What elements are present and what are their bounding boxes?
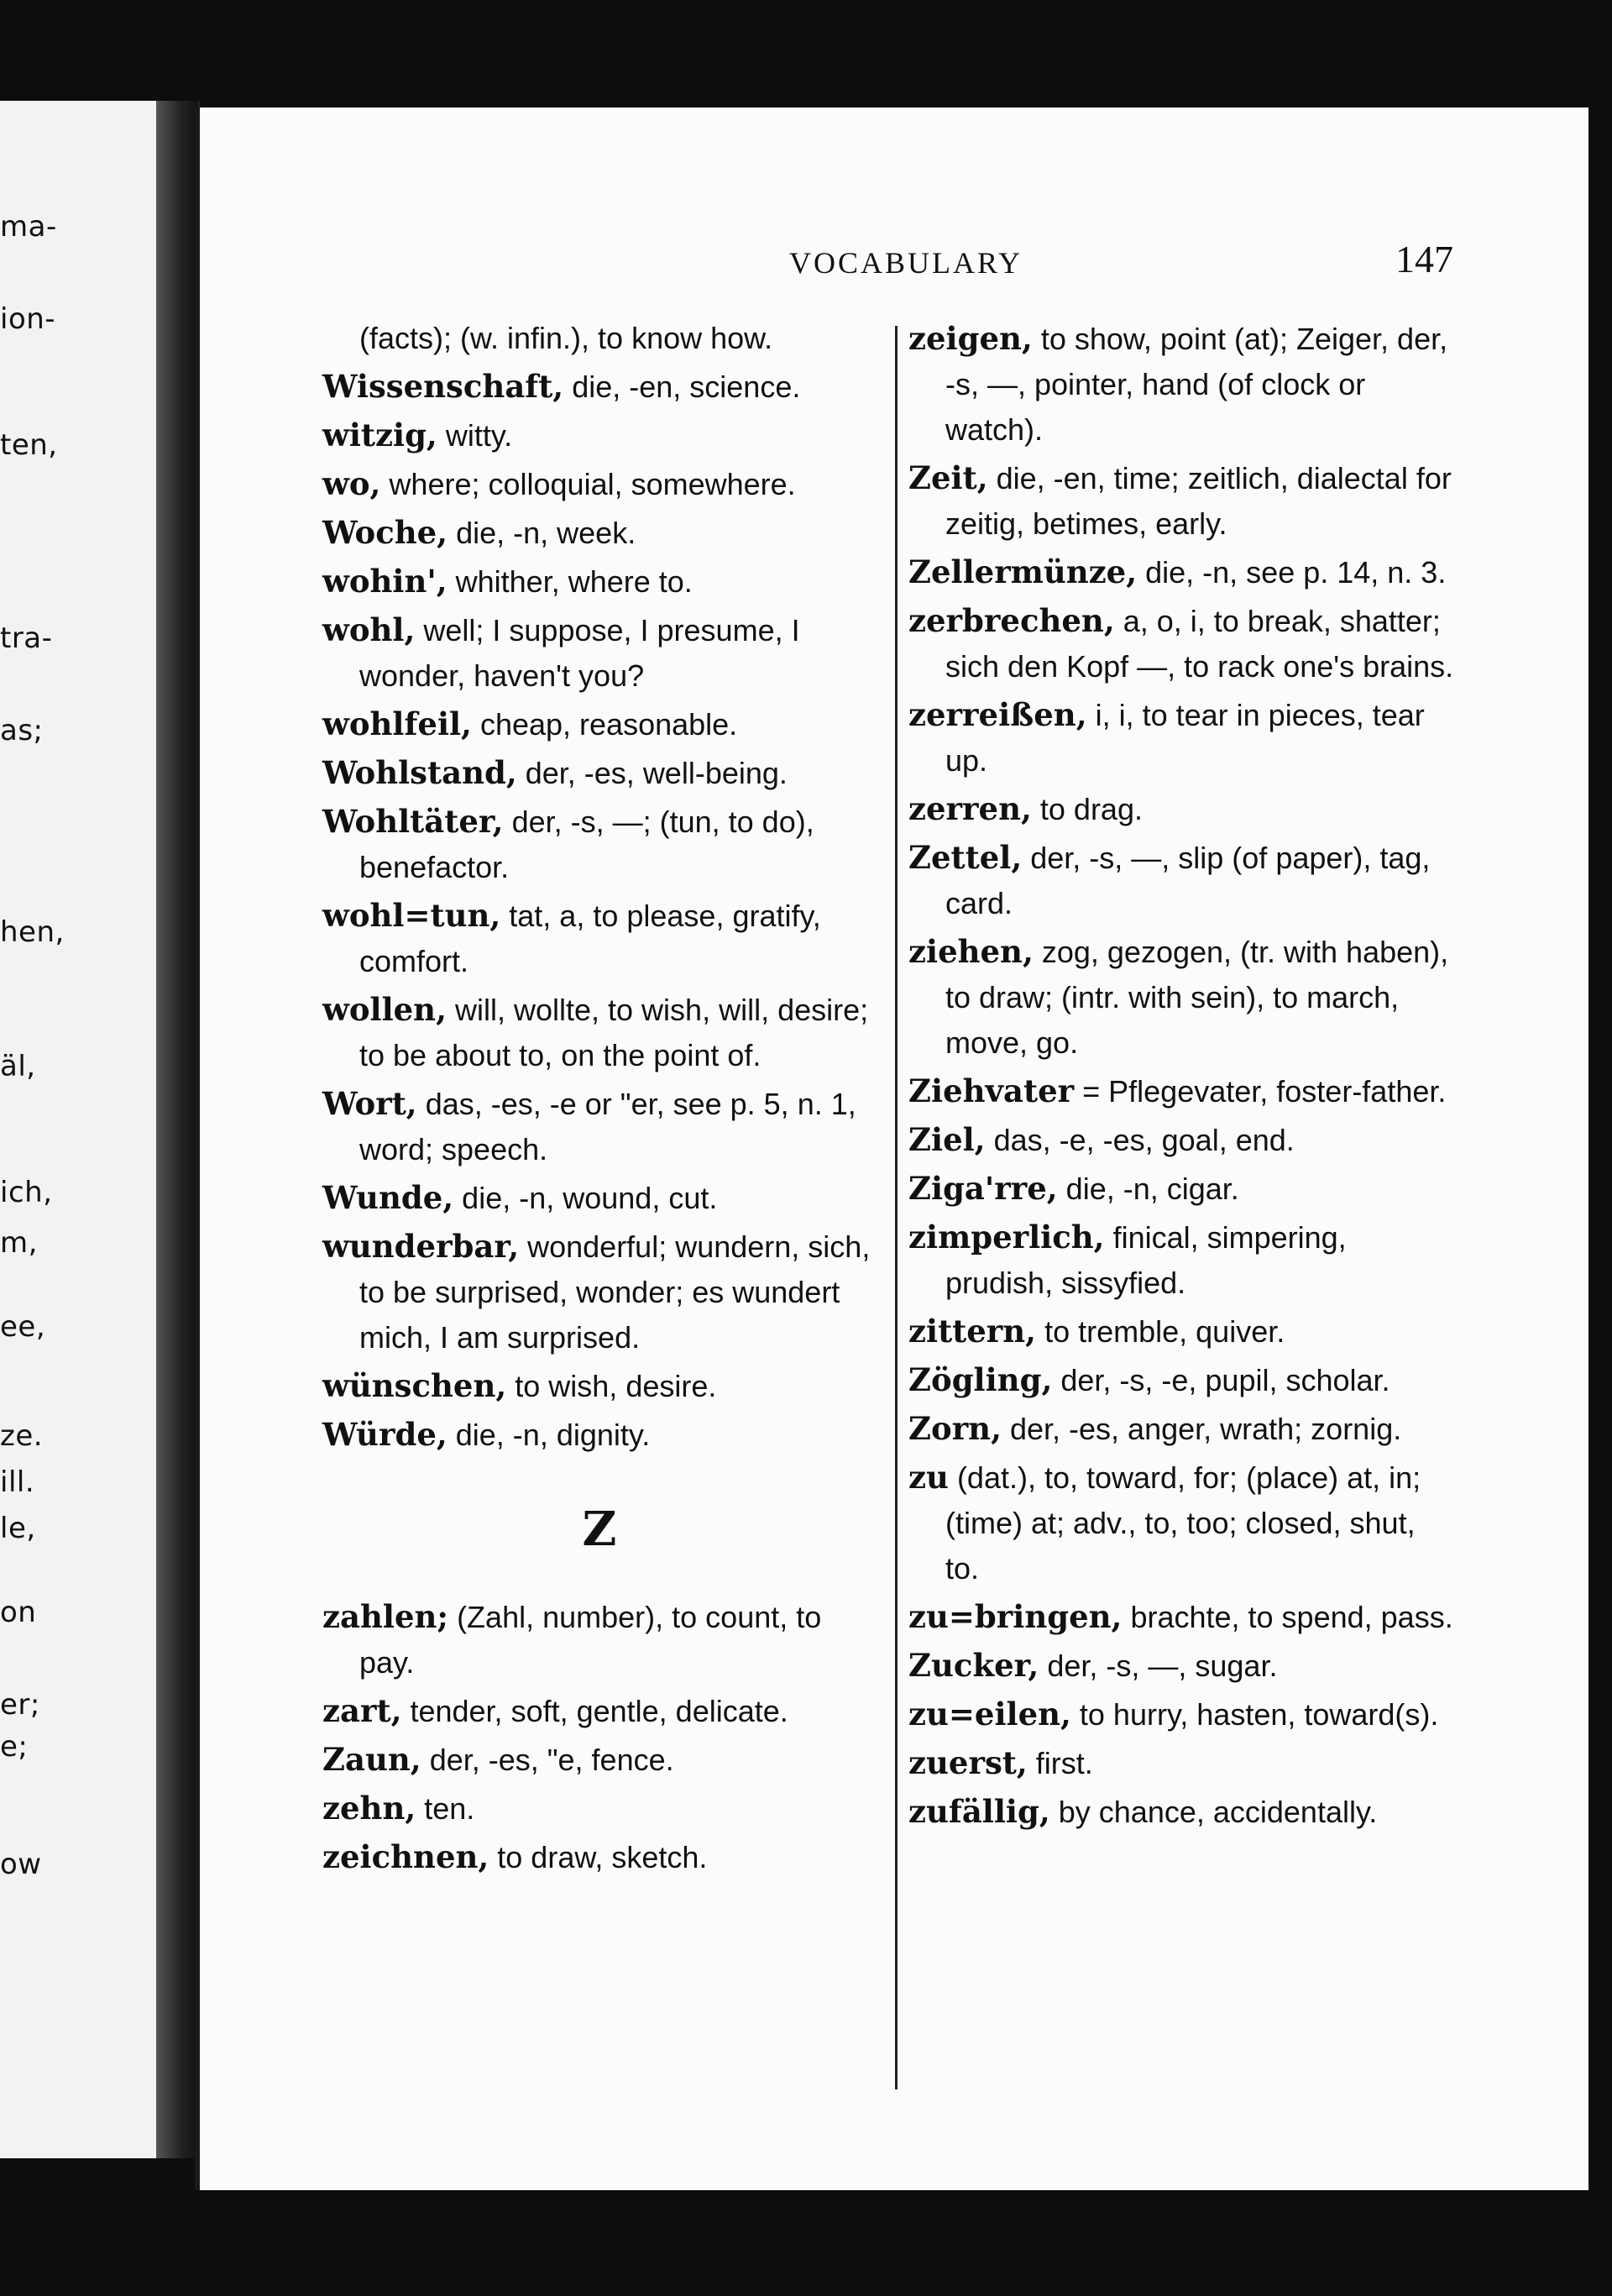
entry-headword: Ziel, [908,1121,986,1158]
dictionary-entry [322,1363,877,1409]
entry-headword: wohl, [322,611,416,648]
facing-page-fragment: er; [0,1688,40,1722]
dictionary-entry [322,1081,877,1172]
entry-headword: Wunde, [322,1179,454,1216]
entry-headword: zu=bringen, [908,1598,1123,1635]
entry-headword: Zellermünze, [908,553,1138,590]
dictionary-entry [322,510,877,556]
entry-definition: well; I suppose, I presume, I wonder, haven't you? [359,613,800,693]
entry-headword: wollen, [322,991,447,1028]
entry-headword: wohin', [322,563,447,600]
entry-headword: Ziehvater [908,1072,1075,1109]
entry-headword: zufällig, [908,1793,1050,1830]
facing-page-fragment: on [0,1596,37,1629]
dictionary-entry [908,455,1454,547]
entry-headword: wohlfeil, [322,705,472,742]
dictionary-entry [322,893,877,984]
entry-definition: will, wollte, to wish, will, desire; to be about to, on the point of. [359,993,869,1072]
entry-headword: Wort, [322,1085,417,1122]
facing-page-fragment: hen, [0,915,65,949]
dictionary-entry [908,929,1454,1066]
dictionary-entry [322,364,877,410]
facing-page-fragment: ee, [0,1310,46,1344]
entry-headword: zeichnen, [322,1838,489,1875]
book-binding [156,101,198,2158]
entry-definition: (dat.), to, toward, for; (place) at, in; (time) at; adv., to, too; closed, shut, to. [945,1460,1421,1586]
entry-definition: das, -es, -e or "er, see p. 5, n. 1, word; speech. [359,1087,856,1166]
entry-headword: Wissenschaft, [322,368,564,405]
entry-definition: where; colloquial, somewhere. [389,467,796,501]
dictionary-entry [908,835,1454,926]
entry-headword: Ziga'rre, [908,1170,1058,1207]
entry-headword: Zögling, [908,1361,1053,1398]
facing-page-fragment: ten, [0,428,58,462]
entry-definition: = Pflegevater, foster-father. [1082,1074,1447,1109]
dictionary-entry [322,701,877,747]
facing-page-fragment: ich, [0,1176,53,1209]
entry-headword: wunderbar, [322,1228,520,1265]
dictionary-entry [908,1789,1454,1835]
entry-definition: to draw, sketch. [497,1840,708,1874]
entry-headword: zuerst, [908,1744,1028,1781]
entry-definition: die, -n, wound, cut. [462,1181,718,1215]
entry-definition: to wish, desire. [515,1369,717,1403]
entry-definition: der, -es, anger, wrath; zornig. [1009,1412,1402,1446]
dictionary-entry [322,1175,877,1221]
entry-headword: witzig, [322,417,437,453]
entry-headword: zimperlich, [908,1219,1105,1255]
entry-headword: Zucker, [908,1647,1039,1684]
section-letter: Z [582,1502,617,1557]
entry-definition: tender, soft, gentle, delicate. [410,1694,788,1728]
facing-page-fragment: ill. [0,1465,35,1499]
dictionary-entry [322,316,877,361]
entry-headword: Woche, [322,514,448,551]
entry-definition: der, -es, "e, fence. [429,1743,674,1777]
facing-page-fragment: ion- [0,302,56,336]
entry-headword: Zettel, [908,839,1023,876]
entry-headword: wohl=tun, [322,897,501,934]
entry-headword: zart, [322,1692,402,1729]
facing-page-fragment: tra- [0,621,53,655]
dictionary-entry [322,987,877,1078]
entry-definition: die, -n, see p. 14, n. 3. [1145,555,1447,590]
entry-headword: ziehen, [908,933,1034,970]
entry-definition: die, -n, dignity. [455,1418,651,1452]
entry-definition: brachte, to spend, pass. [1130,1600,1453,1634]
entry-headword: zahlen; [322,1598,449,1635]
entry-definition: wonderful; wundern, sich, to be surprised, wonder; es wundert mich, I am surprised. [359,1229,871,1355]
entry-headword: Zaun, [322,1741,421,1778]
entry-definition: der, -es, well-being. [525,756,788,790]
entry-definition: whither, where to. [455,564,693,599]
dictionary-entry [322,461,877,507]
entry-definition: die, -en, time; zeitlich, dialectal for zeitig, betimes, early. [945,461,1452,541]
dictionary-entry [908,1166,1454,1212]
entry-definition: to show, point (at); Zeiger, der, -s, —, pointer, hand (of clock or watch). [945,322,1448,447]
running-head: VOCABULARY [789,246,1023,280]
dictionary-entry [322,412,877,459]
entry-headword: Zeit, [908,459,988,496]
facing-page-fragment: ow [0,1848,42,1881]
entry-headword: Würde, [322,1416,447,1453]
entry-headword: zu=eilen, [908,1696,1071,1732]
facing-page-fragment: e; [0,1730,29,1764]
entry-definition: finical, simpering, prudish, sissyfied. [945,1220,1347,1300]
entry-definition: cheap, reasonable. [479,707,738,742]
dictionary-entry [322,607,877,699]
dictionary-entry [908,1068,1454,1114]
entry-definition: zog, gezogen, (tr. with haben), to draw; (intr. with sein), to march, move, go. [945,935,1449,1060]
entry-definition: to drag. [1039,792,1143,826]
dictionary-entry [908,1455,1454,1591]
dictionary-entry [908,1740,1454,1786]
entry-headword: zittern, [908,1313,1037,1350]
left-column [322,316,877,1883]
entry-definition: a, o, i, to break, shatter; sich den Kopf —, to rack one's brains. [945,604,1454,684]
entry-headword: Wohltäter, [322,803,504,840]
entry-headword: zeigen, [908,320,1033,357]
dictionary-entry [908,692,1454,784]
entry-headword: wünschen, [322,1367,507,1404]
dictionary-entry [322,1785,877,1832]
dictionary-entry [908,598,1454,689]
dictionary-entry [322,750,877,796]
facing-page-fragment: ma- [0,210,57,244]
dictionary-entry [908,1308,1454,1355]
dictionary-entry [322,1834,877,1880]
entry-headword: zerren, [908,790,1032,827]
entry-headword: Wohlstand, [322,754,517,791]
dictionary-entry [908,1214,1454,1306]
entry-definition: witty. [445,418,513,453]
dictionary-entry [322,1412,877,1458]
entry-headword: Zorn, [908,1410,1002,1447]
entry-headword: zerbrechen, [908,602,1115,639]
dictionary-entry [908,1406,1454,1452]
entry-definition: by chance, accidentally. [1058,1795,1378,1829]
entry-definition: der, -s, -e, pupil, scholar. [1060,1363,1390,1397]
dictionary-entry [322,1737,877,1783]
entry-definition: ten. [424,1791,475,1826]
column-rule [895,326,898,2089]
dictionary-entry [908,1691,1454,1738]
entry-definition: die, -en, science. [572,370,801,404]
entry-headword: zu [908,1459,949,1496]
entry-definition: der, -s, —, sugar. [1047,1649,1278,1683]
facing-page-fragment: le, [0,1512,36,1545]
entry-headword: zehn, [322,1790,416,1827]
dictionary-entry [908,549,1454,595]
entry-definition: i, i, to tear in pieces, tear up. [945,698,1425,778]
dictionary-entry [908,1357,1454,1403]
facing-page-fragment: äl, [0,1050,36,1083]
dictionary-entry [908,786,1454,832]
entry-definition: to hurry, hasten, toward(s). [1079,1697,1439,1732]
entry-definition: die, -n, week. [456,516,636,550]
dictionary-entry [322,558,877,605]
entry-definition: (Zahl, number), to count, to pay. [359,1600,822,1680]
facing-page-fragment: m, [0,1226,38,1260]
dictionary-entry [322,1224,877,1360]
facing-page-fragment: ze. [0,1419,44,1453]
dictionary-entry [322,1688,877,1734]
dictionary-entry [908,1117,1454,1163]
entry-headword: wo, [322,465,381,502]
entry-definition: der, -s, —; (tun, to do), benefactor. [359,805,814,884]
entry-headword: zerreißen, [908,696,1087,733]
entry-definition: die, -n, cigar. [1065,1172,1239,1206]
dictionary-entry [908,1643,1454,1689]
dictionary-entry [908,1594,1454,1640]
dictionary-entry [322,1594,877,1685]
entry-definition: tat, a, to please, gratify, comfort. [359,899,821,978]
right-column [908,316,1454,1837]
entry-definition: der, -s, —, slip (of paper), tag, card. [945,841,1431,920]
entry-definition: first. [1035,1746,1093,1780]
dictionary-entry [322,799,877,890]
entry-definition: (facts); (w. infin.), to know how. [359,321,773,355]
entry-definition: das, -e, -es, goal, end. [993,1123,1295,1157]
page-number: 147 [1395,238,1453,280]
dictionary-entry [908,316,1454,453]
entry-definition: to tremble, quiver. [1044,1314,1285,1349]
facing-page-fragment: as; [0,714,44,747]
